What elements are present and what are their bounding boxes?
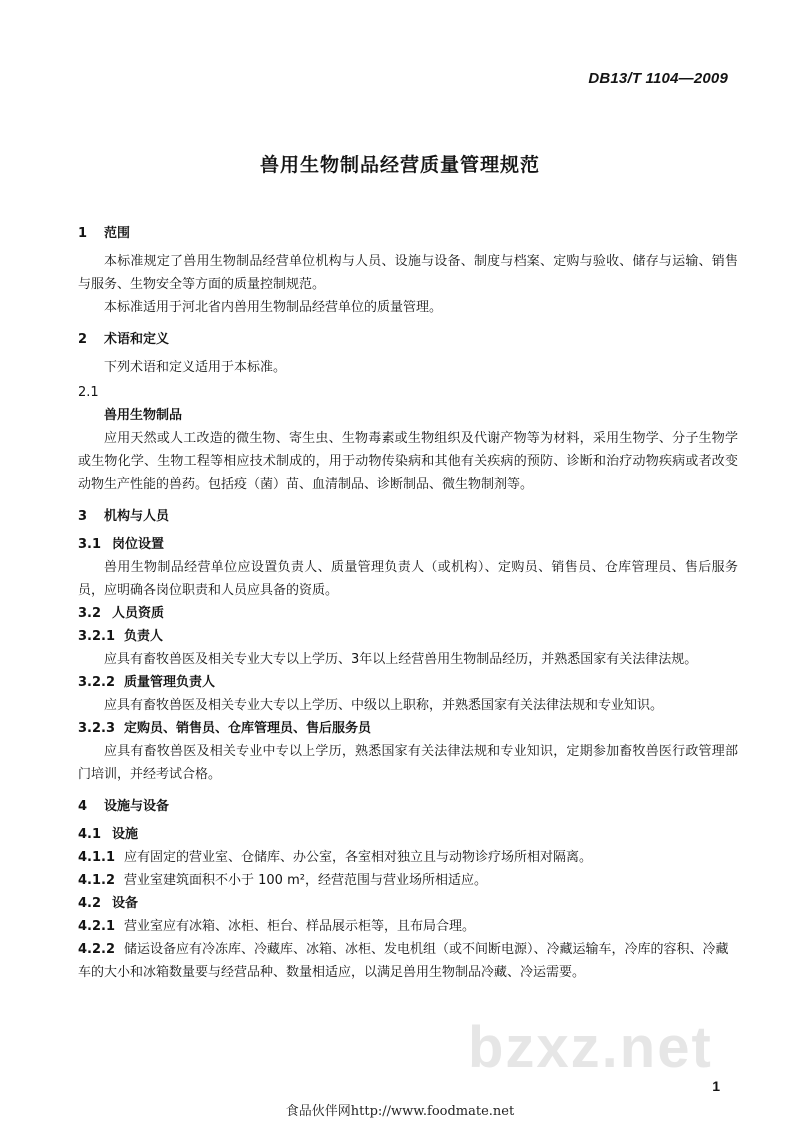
document-code: DB13/T 1104—2009 <box>588 70 728 87</box>
subsection-4-2-heading <box>78 892 738 915</box>
page-number: 1 <box>712 1078 720 1094</box>
subsection-4-1-heading <box>78 823 738 846</box>
section-title: 设施与设备 <box>104 799 170 814</box>
subsection-3-2-2-heading <box>78 671 738 694</box>
clause-number: 4.1.2 <box>78 873 116 888</box>
subsection-title: 质量管理负责人 <box>124 675 216 690</box>
clause-number: 4.2.2 <box>78 942 116 957</box>
paragraph: 应具有畜牧兽医及相关专业大专以上学历、3年以上经营兽用生物制品经历，并熟悉国家有关法律法规。 <box>104 652 698 667</box>
watermark: bzxz.net <box>468 1015 713 1080</box>
subsection-number: 3.1 <box>78 537 102 552</box>
section-3-heading <box>78 505 738 528</box>
clause-4-2-2 <box>78 938 738 984</box>
paragraph: 本标准规定了兽用生物制品经营单位机构与人员、设施与设备、制度与档案、定购与验收、储存与运输、销售与服务、生物安全等方面的质量控制规范。 <box>78 254 738 292</box>
footer-source-link[interactable]: 食品伙伴网http://www.foodmate.net <box>285 1104 515 1119</box>
clause-text: 营业室应有冰箱、冰柜、柜台、样品展示柜等，且布局合理。 <box>124 919 476 934</box>
subsection-number: 3.2.2 <box>78 675 116 690</box>
paragraph: 应具有畜牧兽医及相关专业大专以上学历、中级以上职称，并熟悉国家有关法律法规和专业知识。 <box>104 698 664 713</box>
clause-4-1-2 <box>78 869 738 892</box>
subsection-number: 4.1 <box>78 827 102 842</box>
clause-number: 4.2.1 <box>78 919 116 934</box>
subsection-number: 3.2 <box>78 606 102 621</box>
paragraph: 应具有畜牧兽医及相关专业中专以上学历，熟悉国家有关法律法规和专业知识，定期参加畜牧兽医行政管理部门培训，并经考试合格。 <box>78 744 738 782</box>
section-4-heading <box>78 795 738 818</box>
section-number: 2 <box>78 332 88 347</box>
subsection-3-2-heading <box>78 602 738 625</box>
section-title: 术语和定义 <box>104 332 170 347</box>
paragraph: 兽用生物制品经营单位应设置负责人、质量管理负责人（或机构）、定购员、销售员、仓库管理员、售后服务员，应明确各岗位职责和人员应具备的资质。 <box>78 560 738 598</box>
subsection-3-1-heading <box>78 533 738 556</box>
clause-number: 4.1.1 <box>78 850 116 865</box>
clause-text: 储运设备应有冷冻库、冷藏库、冰箱、冰柜、发电机组（或不间断电源）、冷藏运输车，冷库的容积、冷藏车的大小和冰箱数量要与经营品种、数量相适应，以满足兽用生物制品冷藏、冷运需要。 <box>78 942 729 980</box>
section-title: 范围 <box>104 226 131 241</box>
clause-4-1-1 <box>78 846 738 869</box>
subsection-title: 设备 <box>112 896 139 911</box>
clause-text: 营业室建筑面积不小于 100 m²，经营范围与营业场所相适应。 <box>124 873 487 888</box>
subsection-title: 岗位设置 <box>112 537 165 552</box>
term-name: 兽用生物制品 <box>104 408 183 423</box>
subsection-number: 3.2.3 <box>78 721 116 736</box>
subsection-number: 4.2 <box>78 896 102 911</box>
clause-text: 应有固定的营业室、仓储库、办公室，各室相对独立且与动物诊疗场所相对隔离。 <box>124 850 593 865</box>
subsection-title: 人员资质 <box>112 606 165 621</box>
section-2-heading <box>78 328 738 351</box>
section-number: 4 <box>78 799 88 814</box>
section-number: 1 <box>78 226 88 241</box>
clause-4-2-1 <box>78 915 738 938</box>
paragraph: 本标准适用于河北省内兽用生物制品经营单位的质量管理。 <box>104 300 443 315</box>
term-definition: 应用天然或人工改造的微生物、寄生虫、生物毒素或生物组织及代谢产物等为材料，采用生物学、分子生物学或生物化学、生物工程等相应技术制成的，用于动物传染病和其他有关疾病的预防、诊断和治疗动物疾病或者改变动物生产性能的兽药。包括疫（菌）苗、血清制品、诊断制品、微生物制剂等。 <box>78 431 738 492</box>
paragraph: 下列术语和定义适用于本标准。 <box>104 360 287 375</box>
document-body <box>78 222 738 984</box>
subsection-3-2-3-heading <box>78 717 738 740</box>
document-title: 兽用生物制品经营质量管理规范 <box>259 154 540 176</box>
subsection-title: 设施 <box>112 827 139 842</box>
section-title: 机构与人员 <box>104 509 170 524</box>
term-number: 2.1 <box>78 385 99 400</box>
subsection-title: 负责人 <box>124 629 164 644</box>
subsection-3-2-1-heading <box>78 625 738 648</box>
subsection-title: 定购员、销售员、仓库管理员、售后服务员 <box>124 721 372 736</box>
section-number: 3 <box>78 509 88 524</box>
subsection-number: 3.2.1 <box>78 629 116 644</box>
section-1-heading <box>78 222 738 245</box>
